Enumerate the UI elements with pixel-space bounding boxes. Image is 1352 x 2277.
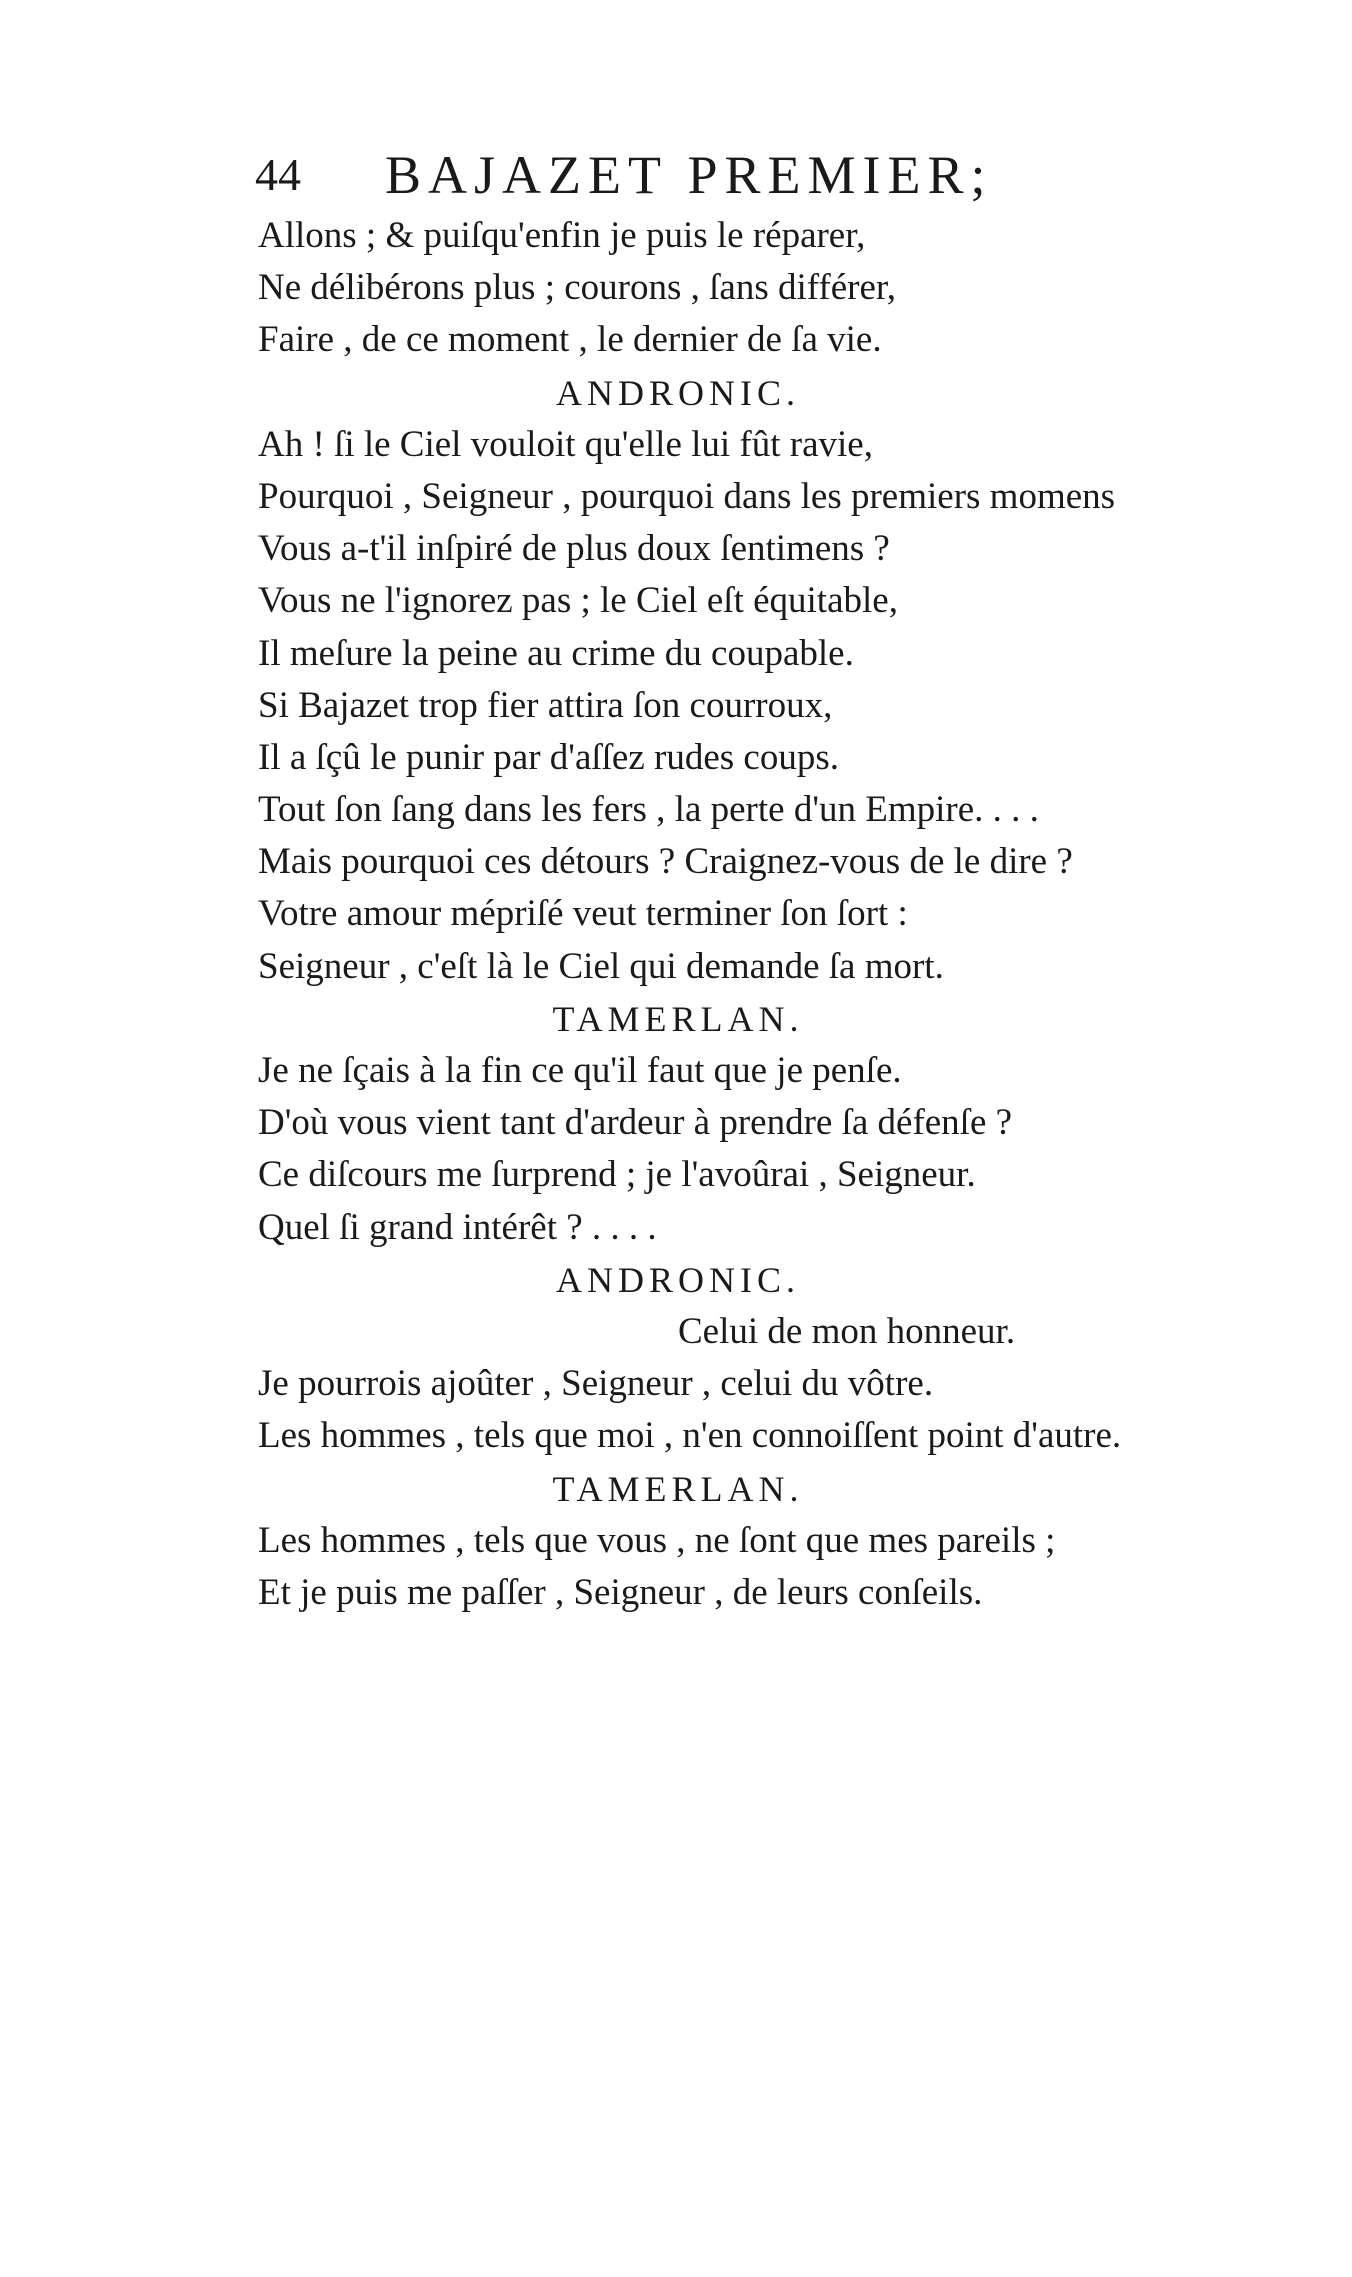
speaker-name: ANDRONIC. — [555, 372, 800, 413]
verse-line: Vous ne l'ignorez pas ; le Ciel eſt équitable, — [258, 580, 898, 622]
verse-line: Votre amour mépriſé veut terminer ſon ſort : — [258, 893, 908, 935]
verse-line: Il a ſçû le punir par d'aſſez rudes coups. — [258, 736, 839, 778]
verse-line: Ce diſcours me ſurprend ; je l'avoûrai , Seigneur. — [258, 1154, 976, 1196]
verse-line: Tout ſon ſang dans les fers , la perte d'un Empire. . . . — [258, 789, 1039, 831]
verse-line: Les hommes , tels que moi , n'en connoiſſent point d'autre. — [258, 1415, 1122, 1457]
verse-line: Vous a-t'il inſpiré de plus doux ſentimens ? — [258, 528, 890, 570]
verse-line: Seigneur , c'eſt là le Ciel qui demande ſa mort. — [258, 945, 944, 987]
verse-line: Il meſure la peine au crime du coupable. — [258, 632, 854, 674]
verse-line: Si Bajazet trop fier attira ſon courroux, — [258, 684, 833, 726]
verse-line: Je pourrois ajoûter , Seigneur , celui du vôtre. — [258, 1363, 934, 1405]
verse-line: Ah ! ſi le Ciel vouloit qu'elle lui fût ravie, — [258, 423, 873, 465]
speaker-name: ANDRONIC. — [555, 1259, 800, 1300]
verse-line: Celui de mon honneur. — [678, 1310, 1016, 1352]
running-title: BAJAZET PREMIER; — [385, 145, 993, 205]
verse-line: Faire , de ce moment , le dernier de ſa vie. — [258, 319, 882, 361]
verse-line: Mais pourquoi ces détours ? Craignez-vous de le dire ? — [258, 841, 1073, 883]
verse-line: Ne délibérons plus ; courons , ſans différer, — [258, 267, 896, 309]
verse-line: Pourquoi , Seigneur , pourquoi dans les premiers momens — [258, 475, 1116, 517]
verse-line: Les hommes , tels que vous , ne ſont que mes pareils ; — [258, 1519, 1056, 1561]
page-number: 44 — [255, 149, 301, 200]
verse-line: Je ne ſçais à la fin ce qu'il faut que je penſe. — [258, 1050, 902, 1091]
verse-line: Allons ; & puiſqu'enfin je puis le réparer, — [258, 215, 866, 256]
verse-line: Quel ſi grand intérêt ? . . . . — [258, 1206, 657, 1248]
verse-line: D'où vous vient tant d'ardeur à prendre ſa défenſe ? — [258, 1102, 1013, 1144]
page-header — [255, 140, 1155, 210]
verse-text-block — [258, 210, 1258, 1619]
speaker-name: TAMERLAN. — [552, 998, 804, 1039]
speaker-name: TAMERLAN. — [552, 1468, 804, 1509]
verse-line: Et je puis me paſſer , Seigneur , de leurs conſeils. — [258, 1571, 983, 1613]
